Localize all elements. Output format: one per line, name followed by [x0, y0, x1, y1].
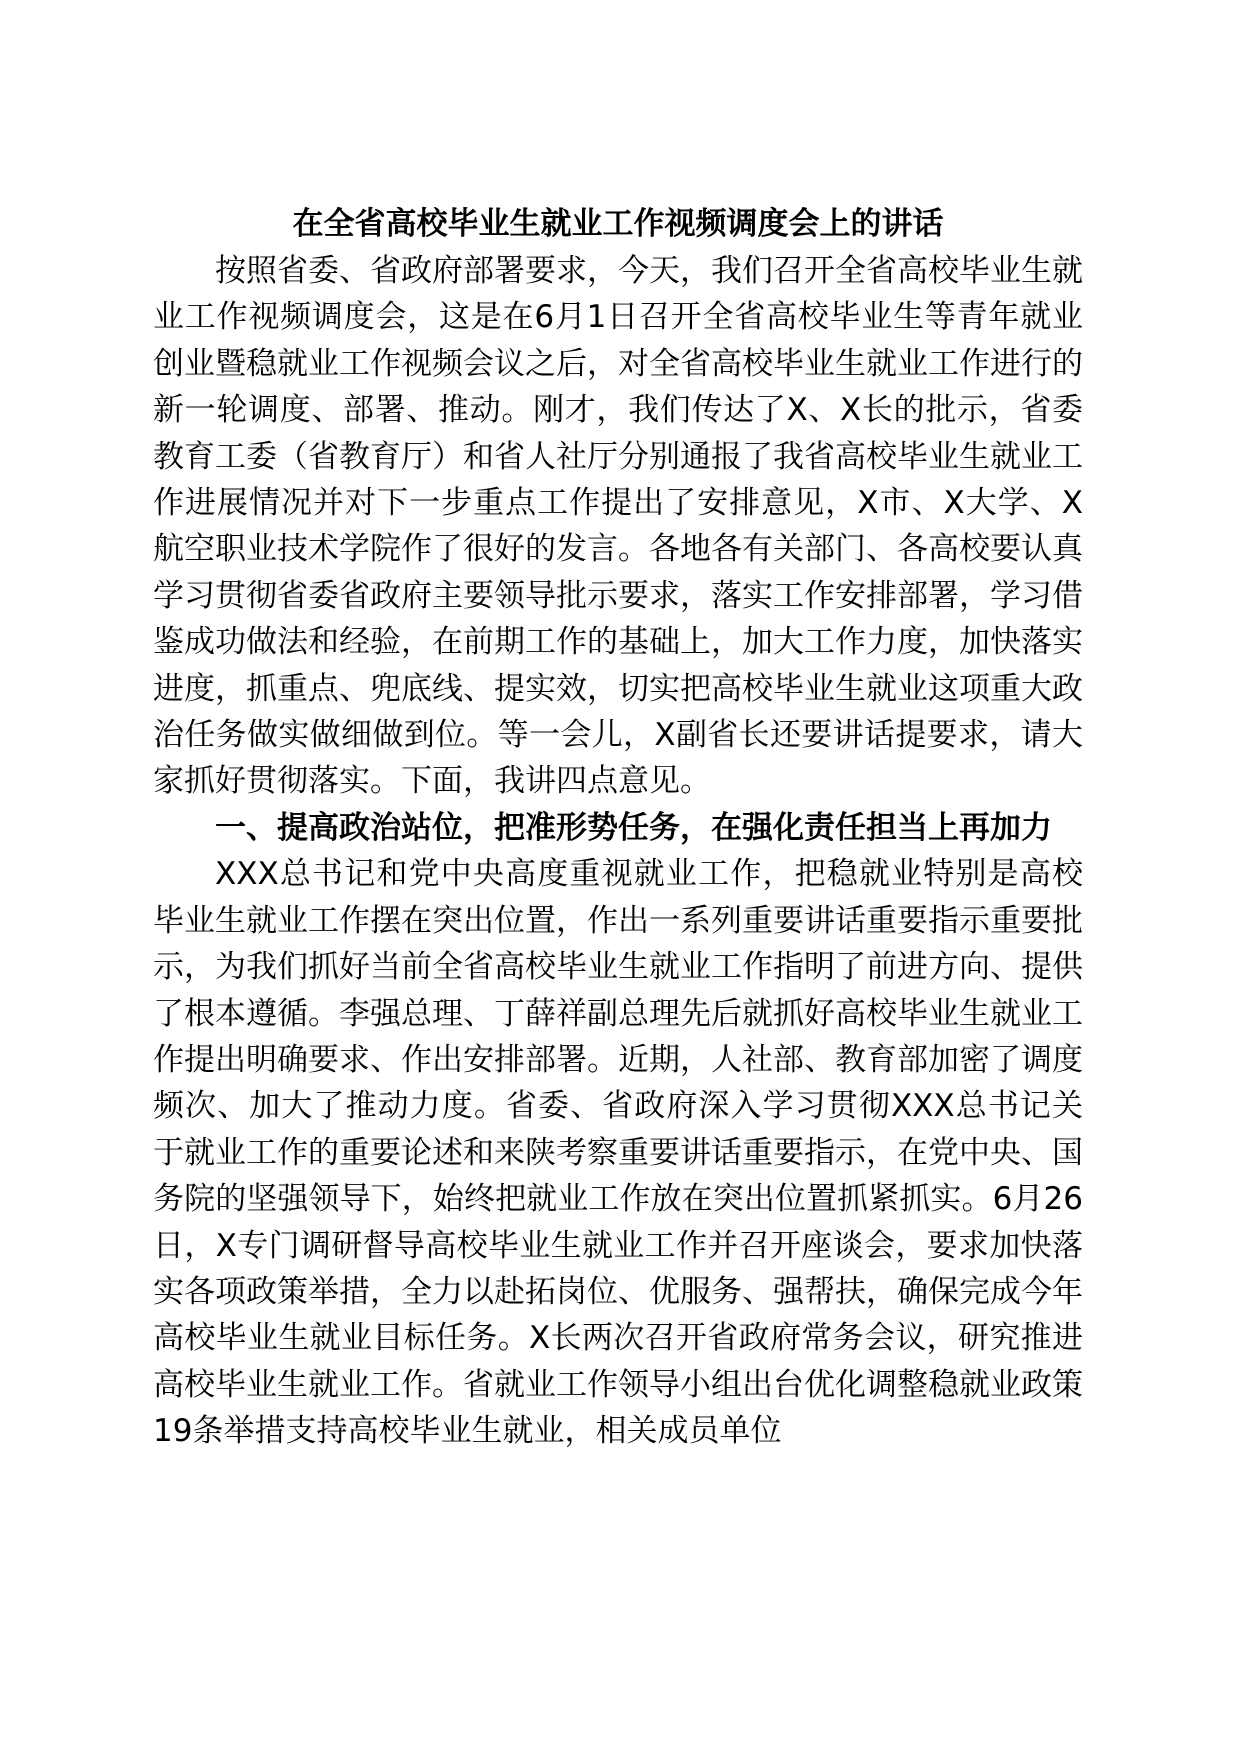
paragraph-intro: 按照省委、省政府部署要求，今天，我们召开全省高校毕业生就业工作视频调度会，这是在6月1日召开全省高校毕业生等青年就业创业暨稳就业工作视频会议之后，对全省高校毕业生就业工作进行的新一轮调度、部署、推动。刚才，我们传达了X、X长的批示，省委教育工委（省教育厅）和省人社厅分别通报了我省高校毕业生就业工作进展情况并对下一步重点工作提出了安排意见，X市、X大学、X航空职业技术学院作了很好的发言。各地各有关部门、各高校要认真学习贯彻省委省政府主要领导批示要求，落实工作安排部署，学习借鉴成功做法和经验，在前期工作的基础上，加大工作力度，加快落实进度，抓重点、兜底线、提实效，切实把高校毕业生就业这项重大政治任务做实做细做到位。等一会儿，X副省长还要讲话提要求，请大家抓好贯彻落实。下面，我讲四点意见。 [153, 253, 1083, 800]
paragraph-section-1: XXX总书记和党中央高度重视就业工作，把稳就业特别是高校毕业生就业工作摆在突出位置，作出一系列重要讲话重要指示重要批示，为我们抓好当前全省高校毕业生就业工作指明了前进方向、提供了根本遵循。李强总理、丁薛祥副总理先后就抓好高校毕业生就业工作提出明确要求、作出安排部署。近期，人社部、教育部加密了调度频次、加大了推动力度。省委、省政府深入学习贯彻XXX总书记关于就业工作的重要论述和来陕考察重要讲话重要指示，在党中央、国务院的坚强领导下，始终把就业工作放在突出位置抓紧抓实。6月26日，X专门调研督导高校毕业生就业工作并召开座谈会，要求加快落实各项政策举措，全力以赴拓岗位、优服务、强帮扶，确保完成今年高校毕业生就业目标任务。X长两次召开省政府常务会议，研究推进高校毕业生就业工作。省就业工作领导小组出台优化调整稳就业政策19条举措支持高校毕业生就业，相关成员单位 [153, 856, 1083, 1450]
section-heading-1: 一、提高政治站位，把准形势任务，在强化责任担当上再加力 [215, 809, 1052, 846]
document-body [153, 200, 1083, 1455]
document-title: 在全省高校毕业生就业工作视频调度会上的讲话 [292, 206, 944, 242]
